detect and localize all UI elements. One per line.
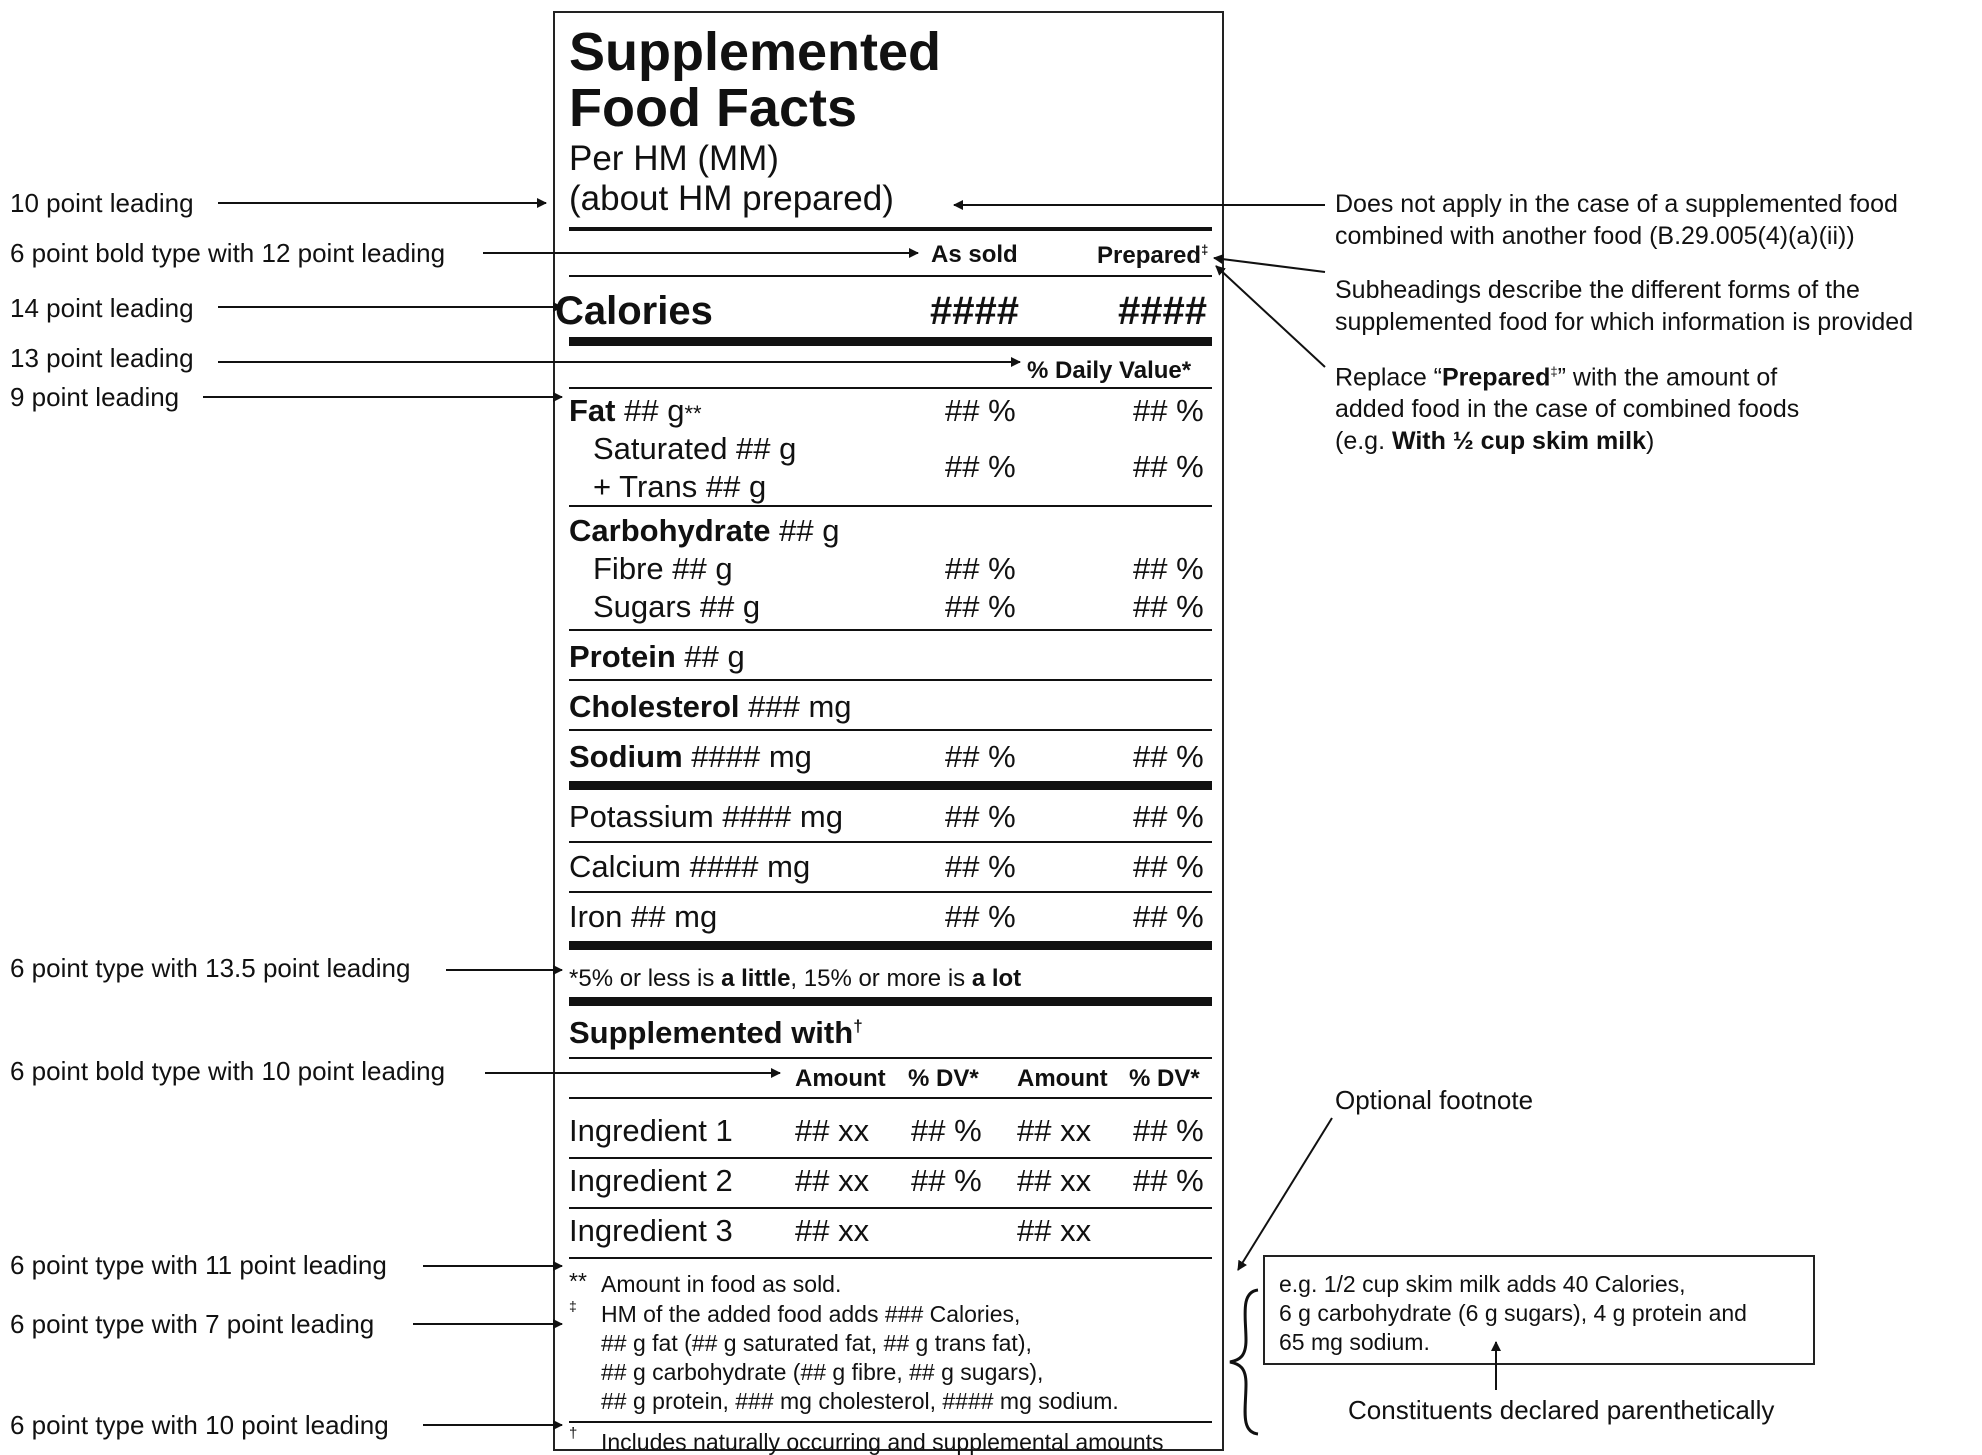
footnote-star-text: Amount in food as sold. [601, 1271, 842, 1297]
divider-thin [569, 1421, 1212, 1423]
ingredient-2-dv-prepared: ## % [1133, 1163, 1204, 1198]
fat-row-label: Fat ## g** [569, 393, 702, 428]
calcium-dv-as-sold: ## % [945, 849, 1016, 884]
supplemented-with-heading: Supplemented with† [569, 1015, 863, 1050]
example-line-3: 65 mg sodium. [1279, 1329, 1430, 1355]
calcium-dv-prepared: ## % [1133, 849, 1204, 884]
annotation-6pt-7pt-leading: 6 point type with 7 point leading [10, 1309, 375, 1339]
supp-col-dv-prepared: % DV* [1129, 1065, 1200, 1092]
ingredient-3-name: Ingredient 3 [569, 1213, 733, 1248]
arrow-subheadings [1214, 258, 1325, 272]
divider-thin [569, 275, 1212, 277]
sugars-dv-prepared: ## % [1133, 589, 1204, 624]
ingredient-3-amount-prepared: ## xx [1017, 1213, 1092, 1248]
divider-thick [569, 227, 1212, 231]
annotation-constituents: Constituents declared parenthetically [1348, 1395, 1775, 1425]
carbohydrate-row-label: Carbohydrate ## g [569, 513, 840, 548]
saturated-dv-as-sold: ## % [945, 449, 1016, 484]
saturated-dv-prepared: ## % [1133, 449, 1204, 484]
supplemented-food-facts-table [553, 11, 1224, 1455]
divider-heavy [569, 997, 1212, 1006]
divider-thin [569, 1057, 1212, 1059]
divider-thin [569, 387, 1212, 389]
sugars-dv-as-sold: ## % [945, 589, 1016, 624]
divider-thin [569, 1157, 1212, 1159]
ingredient-2-amount-as-sold: ## xx [795, 1163, 870, 1198]
potassium-dv-as-sold: ## % [945, 799, 1016, 834]
ingredient-1-dv-prepared: ## % [1133, 1113, 1204, 1148]
divider-thin [569, 1257, 1212, 1259]
calories-as-sold: #### [930, 289, 1019, 333]
annotation-6pt-10pt-leading: 6 point type with 10 point leading [10, 1410, 389, 1440]
supp-col-amount-as-sold: Amount [795, 1065, 886, 1092]
annotation-optional-footnote: Optional footnote [1335, 1085, 1534, 1115]
footnote-double-dagger-line-4: ## g protein, ### mg cholesterol, #### mg sodium. [601, 1388, 1119, 1414]
serving-size-line2: (about HM prepared) [569, 179, 894, 218]
annotation-6pt-bold-10pt-leading: 6 point bold type with 10 point leading [10, 1056, 446, 1086]
ingredient-3-amount-as-sold: ## xx [795, 1213, 870, 1248]
annotation-14pt-leading: 14 point leading [10, 293, 194, 323]
annotation-6pt-bold-12pt-leading: 6 point bold type with 12 point leading [10, 238, 446, 268]
calories-prepared: #### [1118, 289, 1207, 333]
label-title-line1: Supplemented [569, 22, 942, 82]
arrow-replace-prepared [1216, 266, 1325, 367]
footnote-double-dagger-mark: ‡ [569, 1298, 577, 1314]
fat-dv-as-sold: ## % [945, 393, 1016, 428]
footnote-double-dagger-line-3: ## g carbohydrate (## g fibre, ## g sugars), [601, 1359, 1044, 1385]
iron-dv-prepared: ## % [1133, 899, 1204, 934]
annotation-9pt-leading: 9 point leading [10, 382, 180, 412]
fat-dv-prepared: ## % [1133, 393, 1204, 428]
serving-size-line1: Per HM (MM) [569, 139, 779, 178]
divider-heavy [569, 941, 1212, 950]
iron-dv-as-sold: ## % [945, 899, 1016, 934]
daily-value-note: *5% or less is a little, 15% or more is a lot [569, 965, 1022, 992]
protein-row-label: Protein ## g [569, 639, 745, 674]
supp-col-dv-as-sold: % DV* [908, 1065, 979, 1092]
sugars-label: Sugars ## g [593, 589, 761, 624]
daily-value-heading: % Daily Value* [1027, 357, 1192, 384]
potassium-dv-prepared: ## % [1133, 799, 1204, 834]
sodium-row-label: Sodium #### mg [569, 739, 812, 774]
fibre-label: Fibre ## g [593, 551, 733, 586]
arrow-optional-footnote [1238, 1118, 1332, 1270]
annotation-6pt-13-5pt-leading: 6 point type with 13.5 point leading [10, 953, 411, 983]
footnote-double-dagger-line-2: ## g fat (## g saturated fat, ## g trans fat), [601, 1330, 1032, 1356]
column-heading-prepared: Prepared‡ [1097, 242, 1209, 269]
ingredient-2-dv-as-sold: ## % [911, 1163, 982, 1198]
divider-thin [569, 629, 1212, 631]
divider-thin [569, 891, 1212, 893]
trans-fat-label: + Trans ## g [593, 469, 767, 504]
cholesterol-row-label: Cholesterol ### mg [569, 689, 852, 724]
annotation-replace-prepared: Replace “Prepared‡” with the amount of added food in the case of combined foods (e.g. With ½ cup skim milk) [1335, 363, 1800, 456]
column-heading-as-sold: As sold [931, 241, 1018, 268]
sodium-dv-as-sold: ## % [945, 739, 1016, 774]
iron-label: Iron ## mg [569, 899, 718, 934]
ingredient-2-name: Ingredient 2 [569, 1163, 733, 1198]
annotation-10pt-leading: 10 point leading [10, 188, 194, 218]
ingredient-1-amount-as-sold: ## xx [795, 1113, 870, 1148]
annotation-6pt-11pt-leading: 6 point type with 11 point leading [10, 1250, 387, 1280]
divider-thin [569, 1097, 1212, 1099]
footnote-double-dagger-line-1: HM of the added food adds ### Calories, [601, 1301, 1021, 1327]
divider-heavy [569, 781, 1212, 790]
footnote-dagger-text: Includes naturally occurring and supplemental amounts [601, 1429, 1164, 1455]
divider-thin [569, 1207, 1212, 1209]
divider-thin [569, 505, 1212, 507]
ingredient-1-dv-as-sold: ## % [911, 1113, 982, 1148]
fibre-dv-prepared: ## % [1133, 551, 1204, 586]
sodium-dv-prepared: ## % [1133, 739, 1204, 774]
ingredient-2-amount-prepared: ## xx [1017, 1163, 1092, 1198]
divider-thin [569, 841, 1212, 843]
annotation-does-not-apply: Does not apply in the case of a supplemented food combined with another food (B.29.005(4)(a)(ii)) [1335, 190, 1898, 250]
footnote-dagger-mark: † [569, 1425, 578, 1442]
brace-icon [1230, 1290, 1258, 1434]
example-line-2: 6 g carbohydrate (6 g sugars), 4 g protein and [1279, 1300, 1747, 1326]
footnote-star-mark: ** [569, 1268, 587, 1294]
divider-thin [569, 679, 1212, 681]
annotation-subheadings: Subheadings describe the different forms of the supplemented food for which information is provided [1335, 276, 1914, 336]
calories-label: Calories [555, 289, 713, 333]
ingredient-1-amount-prepared: ## xx [1017, 1113, 1092, 1148]
supp-col-amount-prepared: Amount [1017, 1065, 1108, 1092]
calcium-label: Calcium #### mg [569, 849, 811, 884]
saturated-fat-label: Saturated ## g [593, 431, 797, 466]
fibre-dv-as-sold: ## % [945, 551, 1016, 586]
example-line-1: e.g. 1/2 cup skim milk adds 40 Calories, [1279, 1271, 1686, 1297]
divider-heavy [569, 337, 1212, 346]
divider-thin [569, 729, 1212, 731]
example-footnote-box [1263, 1255, 1815, 1365]
annotation-13pt-leading: 13 point leading [10, 343, 194, 373]
ingredient-1-name: Ingredient 1 [569, 1113, 733, 1148]
label-title-line2: Food Facts [569, 78, 858, 138]
potassium-label: Potassium #### mg [569, 799, 843, 834]
